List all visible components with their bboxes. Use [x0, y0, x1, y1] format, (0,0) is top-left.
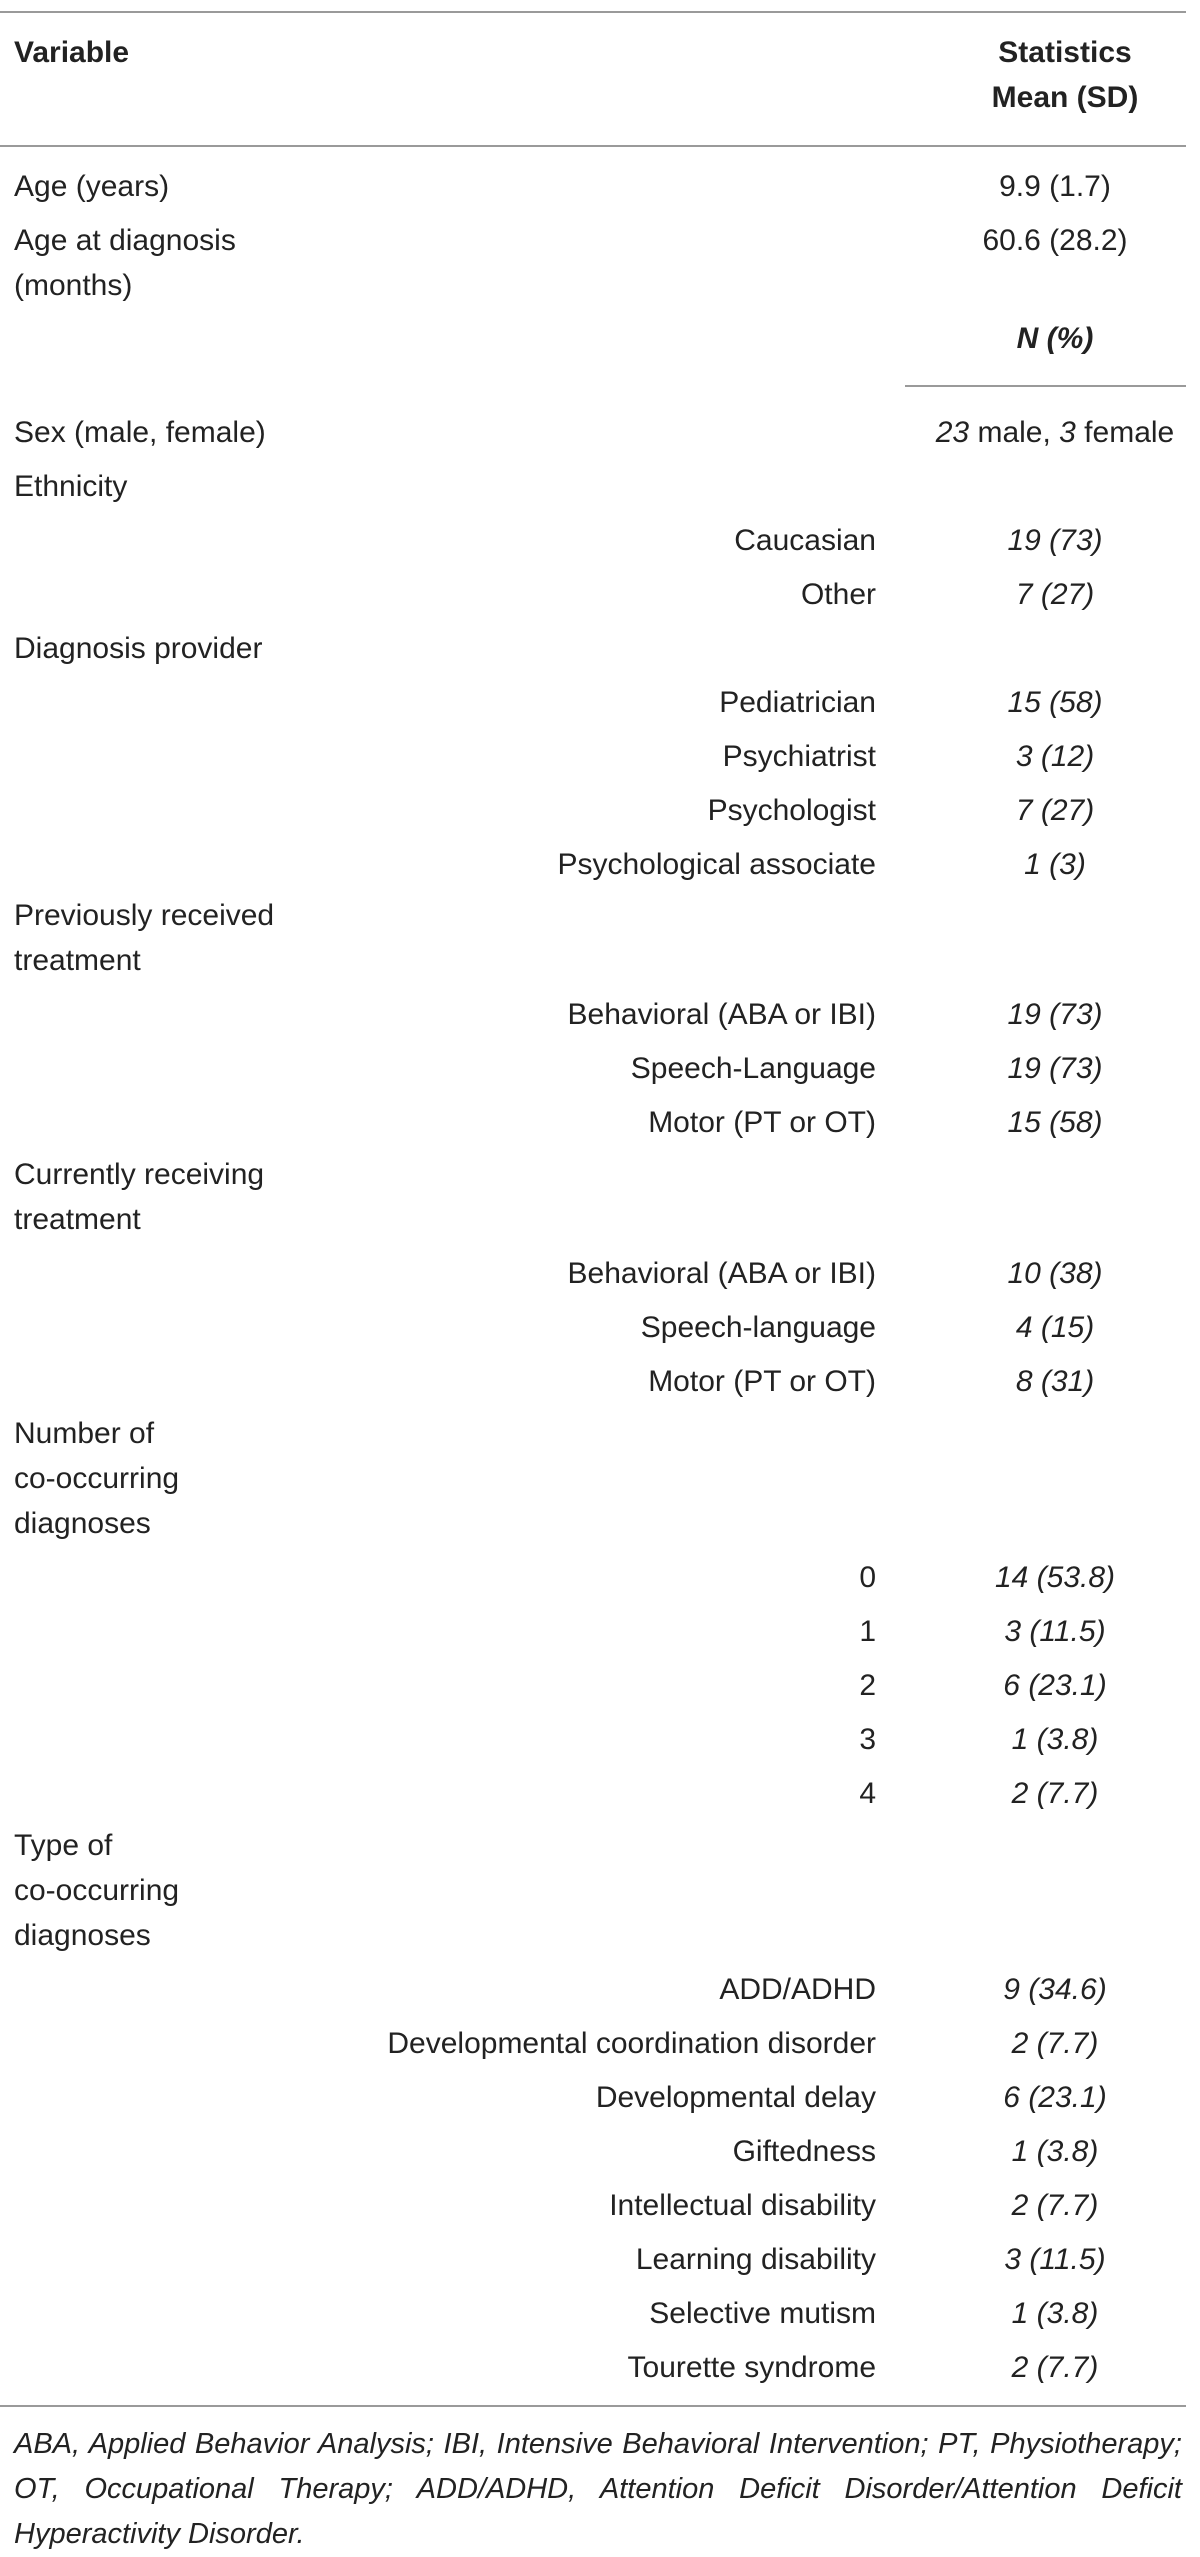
sub-label-count-2: 2	[859, 1669, 876, 1702]
sub-label-psychologist: Psychologist	[707, 794, 876, 827]
value-pediatrician: 15 (58)	[1007, 686, 1103, 719]
value-dcd: 2 (7.7)	[1011, 2027, 1099, 2060]
sub-label-prev-motor: Motor (PT or OT)	[648, 1106, 876, 1139]
value-caucasian: 19 (73)	[1007, 524, 1103, 557]
value-prev-speech: 19 (73)	[1007, 1052, 1103, 1085]
row-label-previous-treatment-2: treatment	[14, 944, 141, 977]
row-value-sex	[905, 410, 1200, 455]
value-count-4: 2 (7.7)	[1011, 1777, 1099, 1810]
sub-label-caucasian: Caucasian	[734, 524, 876, 557]
row-label-previous-treatment: Previously received	[14, 899, 275, 932]
sub-label-curr-behavioral: Behavioral (ABA or IBI)	[567, 1257, 876, 1290]
value-curr-speech: 4 (15)	[1015, 1311, 1095, 1344]
sub-label-prev-behavioral: Behavioral (ABA or IBI)	[567, 998, 876, 1031]
sex-male-text: male,	[969, 416, 1060, 449]
sub-label-developmental-delay: Developmental delay	[595, 2081, 876, 2114]
sub-label-giftedness: Giftedness	[732, 2135, 876, 2168]
sub-label-count-1: 1	[859, 1615, 876, 1648]
row-label-num-cooccurring-2: co-occurring	[14, 1462, 180, 1495]
n-percent-header: N (%)	[1016, 322, 1094, 355]
sub-label-count-0: 0	[859, 1561, 876, 1594]
column-header-variable: Variable	[14, 36, 130, 69]
bottom-rule	[0, 2405, 1186, 2407]
sub-label-ethnicity-other: Other	[800, 578, 876, 611]
row-label-current-treatment-2: treatment	[14, 1203, 141, 1236]
value-tourette: 2 (7.7)	[1011, 2351, 1099, 2384]
value-curr-behavioral: 10 (38)	[1007, 1257, 1103, 1290]
row-label-type-cooccurring: Type of	[14, 1829, 113, 1862]
table-footnote: ABA, Applied Behavior Analysis; IBI, Intensive Behavioral Intervention; PT, Physiotherapy; OT, Occupational Therapy; ADD/ADHD, Attention Deficit Disorder/Attention Deficit Hyperactivity Disorder.	[14, 2428, 1182, 2550]
value-count-0: 14 (53.8)	[994, 1561, 1116, 1594]
row-label-diagnosis-provider: Diagnosis provider	[14, 632, 263, 665]
sex-female-text: female	[1075, 416, 1175, 449]
sub-label-dcd: Developmental coordination disorder	[387, 2027, 876, 2060]
sub-label-learning-disability: Learning disability	[635, 2243, 876, 2276]
column-header-mean-sd: Mean (SD)	[991, 81, 1139, 114]
sub-label-count-4: 4	[859, 1777, 876, 1810]
value-count-2: 6 (23.1)	[1003, 1669, 1107, 1702]
value-selective-mutism: 1 (3.8)	[1011, 2297, 1099, 2330]
row-label-type-cooccurring-3: diagnoses	[14, 1919, 151, 1952]
sub-label-curr-motor: Motor (PT or OT)	[648, 1365, 876, 1398]
row-label-type-cooccurring-2: co-occurring	[14, 1874, 180, 1907]
value-count-1: 3 (11.5)	[1004, 1615, 1106, 1648]
sub-label-add-adhd: ADD/ADHD	[719, 1973, 876, 2006]
sub-label-psychiatrist: Psychiatrist	[722, 740, 876, 773]
value-intellectual-disability: 2 (7.7)	[1011, 2189, 1099, 2222]
row-value-age-years: 9.9 (1.7)	[999, 170, 1111, 203]
value-psychological-associate: 1 (3)	[1024, 848, 1086, 881]
row-label-age-diagnosis: Age at diagnosis	[14, 224, 236, 257]
sub-label-prev-speech: Speech-Language	[630, 1052, 876, 1085]
sex-male-count: 23	[935, 416, 970, 449]
value-psychiatrist: 3 (12)	[1015, 740, 1095, 773]
value-add-adhd: 9 (34.6)	[1003, 1973, 1107, 2006]
row-label-num-cooccurring-3: diagnoses	[14, 1507, 151, 1540]
column-header-statistics: Statistics	[998, 36, 1132, 69]
value-learning-disability: 3 (11.5)	[1004, 2243, 1106, 2276]
header-rule	[0, 145, 1186, 147]
row-label-age-diagnosis-unit: (months)	[14, 269, 133, 302]
row-value-age-diagnosis: 60.6 (28.2)	[982, 224, 1128, 257]
value-psychologist: 7 (27)	[1015, 794, 1095, 827]
value-curr-motor: 8 (31)	[1015, 1365, 1095, 1398]
sub-label-tourette: Tourette syndrome	[627, 2351, 876, 2384]
sex-female-count: 3	[1059, 416, 1076, 449]
sub-label-curr-speech: Speech-language	[640, 1311, 876, 1344]
row-label-sex: Sex (male, female)	[14, 416, 266, 449]
row-label-current-treatment: Currently receiving	[14, 1158, 265, 1191]
sub-label-pediatrician: Pediatrician	[719, 686, 876, 719]
value-ethnicity-other: 7 (27)	[1015, 578, 1095, 611]
value-developmental-delay: 6 (23.1)	[1003, 2081, 1107, 2114]
sub-label-selective-mutism: Selective mutism	[649, 2297, 876, 2330]
value-prev-motor: 15 (58)	[1007, 1106, 1103, 1139]
sub-label-count-3: 3	[859, 1723, 876, 1756]
sub-label-psychological-associate: Psychological associate	[557, 848, 876, 881]
value-count-3: 1 (3.8)	[1011, 1723, 1099, 1756]
value-giftedness: 1 (3.8)	[1011, 2135, 1099, 2168]
row-label-ethnicity: Ethnicity	[14, 470, 128, 503]
top-rule	[0, 11, 1186, 13]
n-percent-rule	[905, 385, 1186, 387]
value-prev-behavioral: 19 (73)	[1007, 998, 1103, 1031]
row-label-age-years: Age (years)	[14, 170, 170, 203]
sub-label-intellectual-disability: Intellectual disability	[609, 2189, 876, 2222]
row-label-num-cooccurring: Number of	[14, 1417, 155, 1450]
